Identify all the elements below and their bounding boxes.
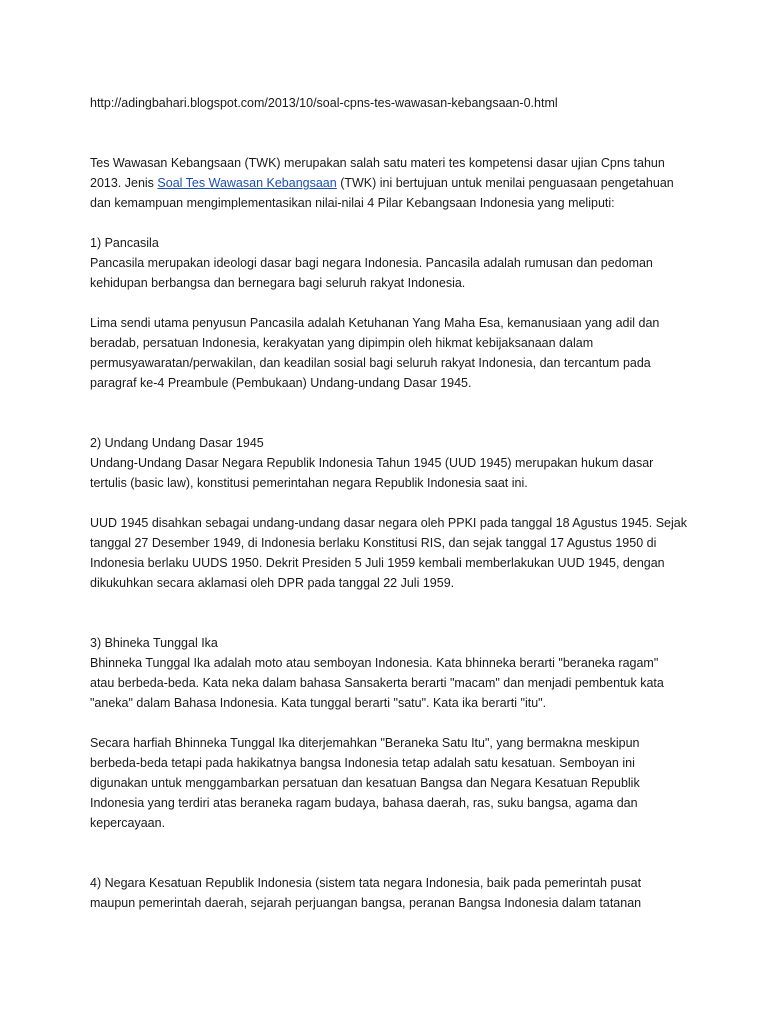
paragraph-line: berbeda-beda tetapi pada hakikatnya bangsa Indonesia tetap adalah satu kesatuan. Semboyan ini [90,756,635,770]
section-heading-bhineka: 3) Bhineka Tunggal Ika [90,636,218,650]
paragraph-line: beradab, persatuan Indonesia, kerakyatan yang dipimpin oleh hikmat kebijaksanaan dalam [90,336,594,350]
source-url: http://adingbahari.blogspot.com/2013/10/soal-cpns-tes-wawasan-kebangsaan-0.html [90,96,558,110]
paragraph-line: dikukuhkan secara aklamasi oleh DPR pada tanggal 22 Juli 1959. [90,576,455,590]
paragraph-line: kehidupan berbangsa dan bernegara bagi seluruh rakyat Indonesia. [90,276,466,290]
paragraph-line: Indonesia yang terdiri atas beraneka ragam budaya, bahasa daerah, ras, suku bangsa, agama dan [90,796,638,810]
paragraph-line: Undang-Undang Dasar Negara Republik Indonesia Tahun 1945 (UUD 1945) merupakan hukum dasar [90,456,654,470]
paragraph-line: Lima sendi utama penyusun Pancasila adalah Ketuhanan Yang Maha Esa, kemanusiaan yang adil dan [90,316,660,330]
paragraph-line: paragraf ke-4 Preambule (Pembukaan) Undang-undang Dasar 1945. [90,376,472,390]
paragraph-line: "aneka" dalam Bahasa Indonesia. Kata tunggal berarti "satu". Kata ika berarti "itu". [90,696,547,710]
intro-line: Tes Wawasan Kebangsaan (TWK) merupakan salah satu materi tes kompetensi dasar ujian Cpns tahun [90,156,665,170]
paragraph-line: kepercayaan. [90,816,166,830]
paragraph-line: UUD 1945 disahkan sebagai undang-undang dasar negara oleh PPKI pada tanggal 18 Agustus 1945. Sejak [90,516,687,530]
paragraph-line: Indonesia berlaku UUDS 1950. Dekrit Presiden 5 Juli 1959 kembali memberlakukan UUD 1945, dengan [90,556,665,570]
intro-line: dan kemampuan mengimplementasikan nilai-nilai 4 Pilar Kebangsaan Indonesia yang meliputi: [90,196,615,210]
intro-line [90,173,690,193]
paragraph-line: tanggal 27 Desember 1949, di Indonesia berlaku Konstitusi RIS, dan sejak tanggal 17 Agustus 1950 di [90,536,657,550]
paragraph-line: maupun pemerintah daerah, sejarah perjuangan bangsa, peranan Bangsa Indonesia dalam tatanan [90,896,642,910]
paragraph-line: Secara harfiah Bhinneka Tunggal Ika diterjemahkan "Beraneka Satu Itu", yang bermakna meskipun [90,736,640,750]
paragraph-line: atau berbeda-beda. Kata neka dalam bahasa Sansakerta berarti "macam" dan menjadi pembentuk kata [90,676,664,690]
section-heading-nkri: 4) Negara Kesatuan Republik Indonesia (sistem tata negara Indonesia, baik pada pemerintah pusat [90,876,642,890]
intro-text: (TWK) ini bertujuan untuk menilai penguasaan pengetahuan [336,176,674,190]
document-body [90,93,690,913]
paragraph-line: Bhinneka Tunggal Ika adalah moto atau semboyan Indonesia. Kata bhinneka berarti "beraneka ragam" [90,656,659,670]
section-heading-pancasila: 1) Pancasila [90,236,159,250]
paragraph-line: Pancasila merupakan ideologi dasar bagi negara Indonesia. Pancasila adalah rumusan dan pedoman [90,256,653,270]
paragraph-line: digunakan untuk menggambarkan persatuan dan kesatuan Bangsa dan Negara Kesatuan Republik [90,776,640,790]
paragraph-line: permusyawaratan/perwakilan, dan keadilan sosial bagi seluruh rakyat Indonesia, dan tercantum pada [90,356,651,370]
paragraph-line: tertulis (basic law), konstitusi pemerintahan negara Republik Indonesia saat ini. [90,476,528,490]
section-heading-uud: 2) Undang Undang Dasar 1945 [90,436,264,450]
soal-tes-wawasan-kebangsaan-link[interactable]: Soal Tes Wawasan Kebangsaan [157,176,337,190]
intro-text: 2013. Jenis [90,176,158,190]
